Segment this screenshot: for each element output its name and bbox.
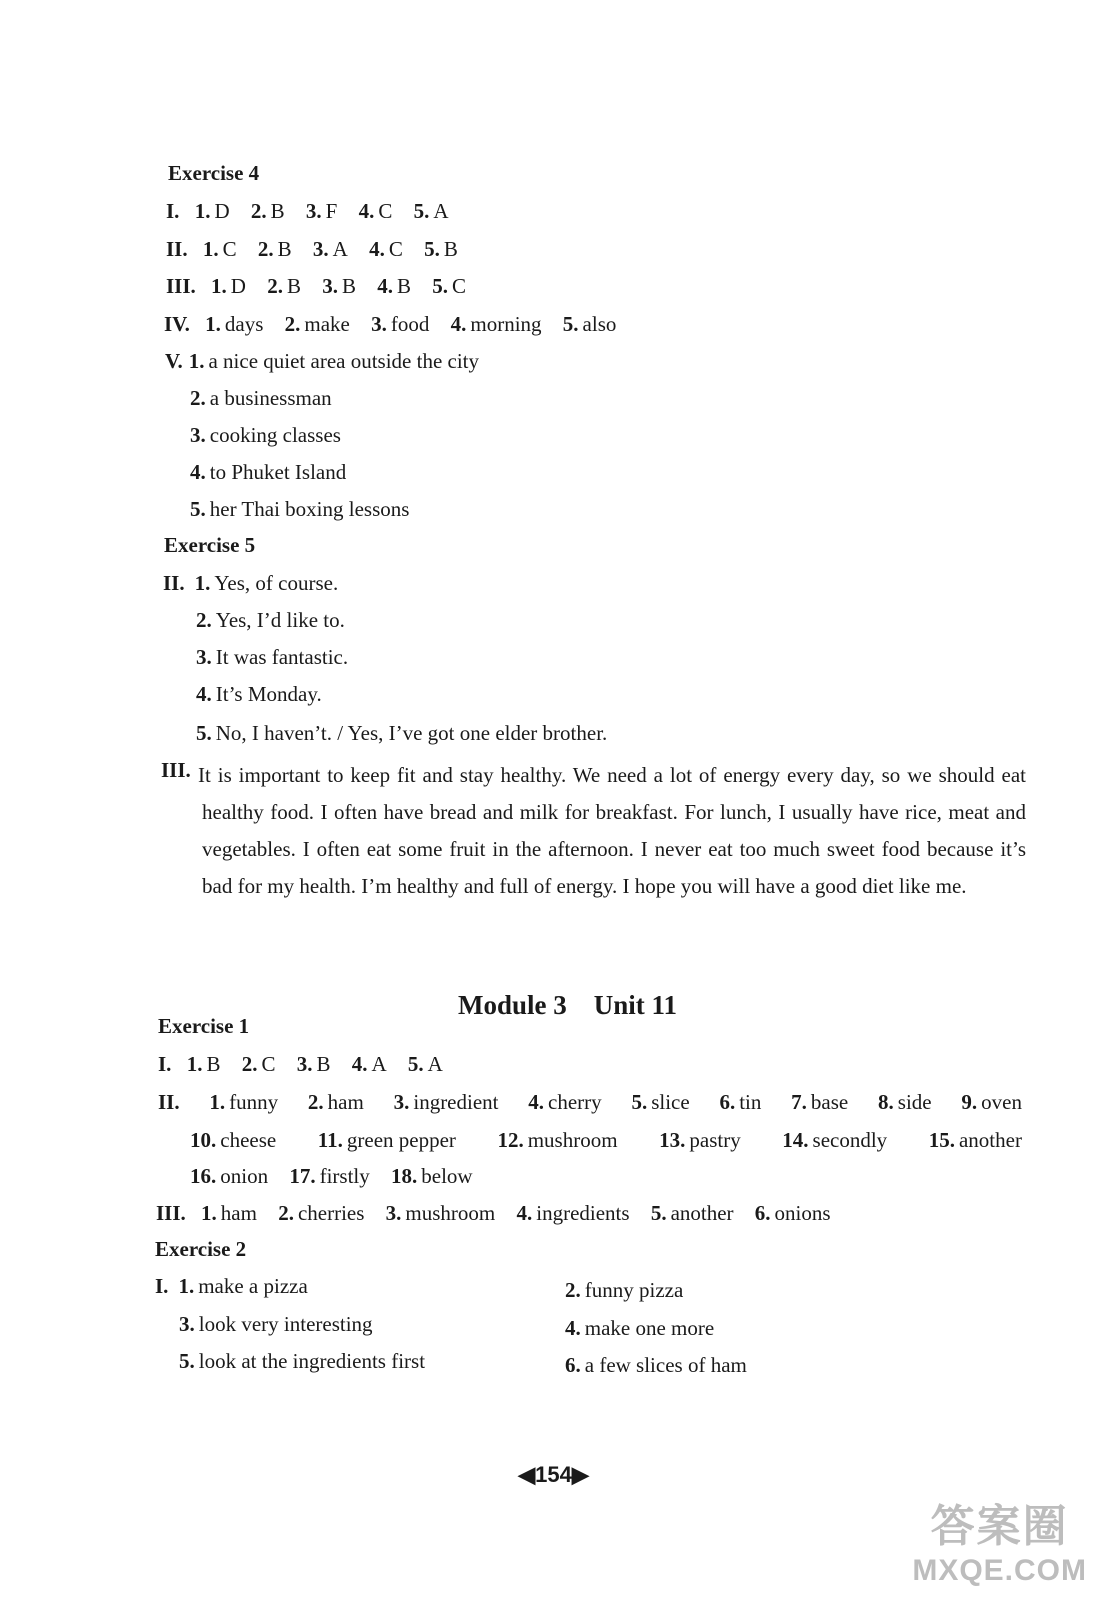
answer-item: 3. A xyxy=(312,237,348,261)
answer-item: 2. B xyxy=(257,237,292,261)
ex2-left-item: 5. look at the ingredients first xyxy=(179,1349,426,1373)
answer-item: 15. another xyxy=(928,1128,1022,1152)
answer-item: 13. pastry xyxy=(659,1128,741,1152)
answer-item: 16. onion xyxy=(190,1164,269,1188)
ex4-row-III xyxy=(166,273,466,299)
answer-item: 1. C xyxy=(202,237,237,261)
answer-item: 6. tin xyxy=(719,1090,762,1114)
roman-label: II. xyxy=(158,1090,180,1114)
roman-label: III. xyxy=(166,274,196,298)
ex4-row-II xyxy=(166,236,458,262)
answer-item: 1. D xyxy=(211,274,246,298)
ex1-row-III xyxy=(156,1200,831,1226)
answer-item: 6. onions xyxy=(754,1201,831,1225)
answer-item: 17. firstly xyxy=(289,1164,370,1188)
ex4-V-item: 2. a businessman xyxy=(190,386,332,410)
ex2-left-item: 3. look very interesting xyxy=(179,1312,373,1336)
ex2-right-item: 6. a few slices of ham xyxy=(565,1353,747,1377)
answer-item: 5. slice xyxy=(631,1090,690,1114)
answer-item: 11. green pepper xyxy=(317,1128,456,1152)
ex5-II-item: 3. It was fantastic. xyxy=(196,645,349,669)
ex2-left-item: I. 1. make a pizza xyxy=(155,1274,308,1298)
ex5-III-label: III. xyxy=(161,758,191,782)
exercise-1-heading: Exercise 1 xyxy=(158,1014,250,1038)
ex4-V-item: 4. to Phuket Island xyxy=(190,460,347,484)
answer-item: 8. side xyxy=(878,1090,932,1114)
ex4-row-I xyxy=(166,198,449,224)
answer-item: 4. A xyxy=(351,1052,387,1076)
answer-item: 1. ham xyxy=(201,1201,257,1225)
ex4-V-item: 5. her Thai boxing lessons xyxy=(190,497,410,521)
roman-label: II. xyxy=(163,571,185,595)
ex1-row-II-line2 xyxy=(190,1127,1022,1153)
ex4-row-IV xyxy=(164,311,616,337)
ex4-V-item: 3. cooking classes xyxy=(190,423,341,447)
answer-item: 3. F xyxy=(305,199,338,223)
ex2-right-item: 2. funny pizza xyxy=(565,1278,684,1302)
ex4-row-V-1: V. 1. a nice quiet area outside the city xyxy=(165,349,480,373)
answer-item: 3. B xyxy=(296,1052,331,1076)
answer-item: 4. cherry xyxy=(528,1090,602,1114)
answer-item: 3. ingredient xyxy=(393,1090,499,1114)
answer-item: 4. C xyxy=(369,237,403,261)
ex1-row-I xyxy=(158,1051,443,1077)
answer-item: 4. ingredients xyxy=(516,1201,630,1225)
answer-item: 5. another xyxy=(650,1201,734,1225)
ex5-II-item: 4. It’s Monday. xyxy=(196,682,322,706)
ex1-row-II-line3 xyxy=(190,1163,473,1189)
answer-item: 1. B xyxy=(186,1052,221,1076)
module-title: Module 3 Unit 11 xyxy=(457,990,678,1020)
answer-item: 12. mushroom xyxy=(497,1128,618,1152)
watermark-logo xyxy=(912,1490,1087,1588)
roman-label: I. xyxy=(166,199,180,223)
ex1-row-II-line1 xyxy=(158,1089,1022,1115)
answer-item: 3. mushroom xyxy=(385,1201,496,1225)
roman-label: II. xyxy=(166,237,188,261)
answer-item: 14. secondly xyxy=(782,1128,888,1152)
answer-item: 4. C xyxy=(358,199,393,223)
answer-item: 9. oven xyxy=(961,1090,1022,1114)
answer-item: 4. morning xyxy=(450,312,542,336)
roman-label: V. xyxy=(165,349,183,373)
answer-item: 3. food xyxy=(371,312,430,336)
answer-item: 1. days xyxy=(205,312,264,336)
answer-item: 2. B xyxy=(250,199,285,223)
exercise-4-heading: Exercise 4 xyxy=(168,161,260,185)
answer-item: 2. B xyxy=(267,274,301,298)
roman-label: I. xyxy=(155,1274,169,1298)
ex5-II-item: 5. No, I haven’t. / Yes, I’ve got one elder brother. xyxy=(196,721,608,745)
answer-item: 5. also xyxy=(562,312,617,336)
answer-item: 2. C xyxy=(241,1052,276,1076)
ex2-right-item: 4. make one more xyxy=(565,1316,715,1340)
answer-item: 5. A xyxy=(413,199,449,223)
answer-item: 2. make xyxy=(284,312,350,336)
answer-item: 1. D xyxy=(194,199,230,223)
watermark-cn: 答案圈 xyxy=(930,1502,1069,1551)
answer-item: 18. below xyxy=(391,1164,473,1188)
ex5-II-item: 2. Yes, I’d like to. xyxy=(196,608,345,632)
answer-item: 5. C xyxy=(432,274,467,298)
exercise-5-heading: Exercise 5 xyxy=(164,533,256,557)
answer-item: 1. funny xyxy=(209,1090,279,1114)
answer-item: 5. B xyxy=(424,237,458,261)
answer-item: 3. B xyxy=(322,274,356,298)
answer-item: 7. base xyxy=(791,1090,849,1114)
answer-item: 4. B xyxy=(377,274,411,298)
roman-label: III. xyxy=(156,1201,186,1225)
ex5-III-essay: It is important to keep fit and stay healthy. We need a lot of energy every day, so we should eat healthy food. I often have bread and milk for breakfast. For lunch, I usually have rice, meat and vegetables. I often eat some fruit in the afternoon. I never eat too much sweet food because it’s bad for my health. I’m healthy and full of energy. I hope you will have a good diet like me. xyxy=(198,763,1026,898)
answer-item: 5. A xyxy=(407,1052,443,1076)
answer-item: 2. cherries xyxy=(278,1201,365,1225)
page-number: ◀154▶ xyxy=(518,1462,589,1487)
exercise-2-heading: Exercise 2 xyxy=(155,1237,247,1261)
answer-item: 2. ham xyxy=(307,1090,364,1114)
roman-label: I. xyxy=(158,1052,172,1076)
answer-item: 10. cheese xyxy=(190,1128,277,1152)
roman-label: IV. xyxy=(164,312,190,336)
watermark-en: MXQE.COM xyxy=(912,1554,1087,1587)
ex5-row-II-1: II. 1. Yes, of course. xyxy=(163,571,339,595)
